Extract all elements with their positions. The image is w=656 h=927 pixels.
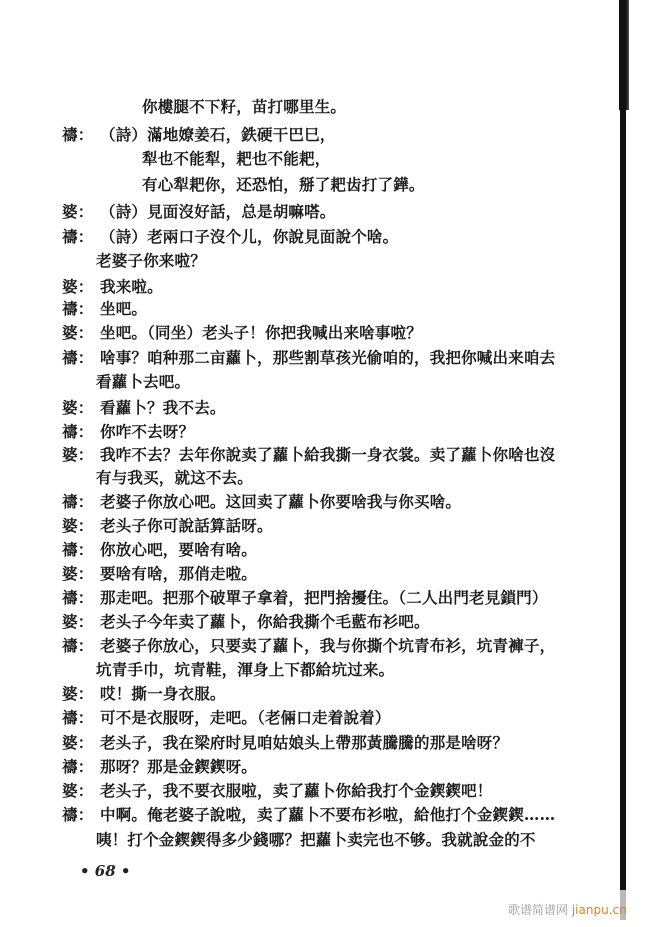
speaker-label: 禱：: [62, 492, 94, 511]
script-line: [62, 299, 147, 319]
speaker-label: 婆：: [62, 516, 94, 535]
speaker-label: 禱：: [62, 757, 94, 776]
watermark-url: jianpu.cn: [571, 903, 627, 917]
dialogue-text: 看蘿卜去吧。: [96, 372, 191, 391]
dialogue-text: 你放心吧，要啥有啥。: [100, 540, 258, 559]
book-spine-edge: [620, 0, 626, 900]
script-line: [62, 202, 336, 222]
dialogue-text: 你樓腿不下籽，苗打哪里生。: [142, 97, 347, 116]
speaker-label: 禱：: [62, 588, 94, 607]
script-line: [96, 251, 206, 271]
dialogue-text: 可不是衣服呀，走吧。（老倆口走着說着）: [100, 708, 391, 727]
dialogue-text: 坑青手巾，坑青鞋，渾身上下都給坑过来。: [96, 660, 395, 679]
speaker-label: 禱：: [62, 227, 94, 246]
speaker-label: 禱：: [62, 540, 94, 559]
script-line: [96, 830, 536, 850]
dialogue-text: 老婆子你来啦？: [96, 251, 206, 270]
watermark-site-name: 歌谱简谱网: [508, 903, 569, 917]
watermark: [508, 901, 627, 918]
script-line: [62, 636, 555, 656]
dialogue-text: 老头子，我在梁府时見咱姑娘头上帶那黃騰騰的那是啥呀？: [100, 733, 509, 752]
script-line: [62, 348, 555, 368]
dialogue-text: （詩）見面沒好話，总是胡嘛嗒。: [100, 202, 336, 221]
dialogue-text: 我咋不去？去年你說卖了蘿卜給我撕一身衣裳。卖了蘿卜你啥也沒: [100, 445, 556, 464]
speaker-label: 禱：: [62, 805, 94, 824]
dialogue-text: 老头子你可說話算話呀。: [100, 516, 273, 535]
script-line: [142, 175, 425, 195]
dialogue-text: 有心犁耙你，还恐怕，掰了耙齿打了鏵。: [142, 175, 425, 194]
dialogue-text: 你咋不去呀？: [100, 422, 195, 441]
dialogue-text: 坐吧。: [100, 299, 148, 318]
script-line: [62, 398, 226, 418]
dialogue-text: （詩）滿地嫽姜石，鉄硬干巴巳，: [100, 125, 336, 144]
speaker-label: 禱：: [62, 299, 94, 318]
script-line: [62, 612, 430, 632]
dialogue-text: 犁也不能犁，耙也不能耙，: [142, 149, 331, 168]
dialogue-text: 老婆子你放心，只要卖了蘿卜，我与你撕个坑青布衫，坑青褲子，: [100, 636, 556, 655]
speaker-label: 婆：: [62, 684, 94, 703]
dialogue-text: 那呀？那是金鍥鍥呀。: [100, 757, 258, 776]
speaker-label: 婆：: [62, 323, 94, 342]
speaker-label: 婆：: [62, 277, 94, 296]
script-line: [62, 588, 548, 608]
dialogue-text: 哎！撕一身衣服。: [100, 684, 226, 703]
speaker-label: 婆：: [62, 612, 94, 631]
speaker-label: 禱：: [62, 422, 94, 441]
dialogue-text: （詩）老兩口子沒个儿，你說見面說个啥。: [100, 227, 399, 246]
speaker-label: 婆：: [62, 445, 94, 464]
dialogue-text: 中啊。俺老婆子說啦，卖了蘿卜不要布衫啦，給他打个金鍥鍥……: [100, 805, 556, 824]
dialogue-text: 看蘿卜？我不去。: [100, 398, 226, 417]
script-line: [142, 149, 330, 169]
script-line: [62, 445, 555, 465]
dialogue-text: 咦！打个金鍥鍥得多少錢哪？把蘿卜卖完也不够。我就說金的不: [96, 830, 536, 849]
script-line: [62, 125, 336, 145]
script-line: [62, 227, 398, 247]
speaker-label: 婆：: [62, 733, 94, 752]
speaker-label: 婆：: [62, 781, 94, 800]
script-line: [62, 540, 257, 560]
speaker-label: 婆：: [62, 202, 94, 221]
script-line: [62, 708, 391, 728]
page-number: • 68 •: [80, 862, 131, 880]
script-line: [62, 805, 555, 825]
script-line: [62, 564, 257, 584]
script-line: [62, 516, 273, 536]
speaker-label: 禱：: [62, 636, 94, 655]
script-line: [96, 468, 253, 488]
script-line: [96, 660, 394, 680]
dialogue-text: 啥事？咱种那二亩蘿卜，那些割草孩光偷咱的，我把你喊出来咱去: [100, 348, 556, 367]
script-line: [62, 277, 163, 297]
script-line: [142, 97, 346, 117]
dialogue-text: 要啥有啥，那俏走啦。: [100, 564, 258, 583]
script-line: [62, 684, 226, 704]
script-line: [62, 757, 257, 777]
script-line: [62, 733, 508, 753]
script-line: [96, 372, 190, 392]
dialogue-text: 那走吧。把那个破單子拿着，把門捨擾住。（二人出門老見鎖門）: [100, 588, 548, 607]
dialogue-text: 老头子，我不要衣服啦，卖了蘿卜你給我打个金鍥鍥吧！: [100, 781, 493, 800]
speaker-label: 禱：: [62, 348, 94, 367]
speaker-label: 婆：: [62, 564, 94, 583]
dialogue-text: 老头子今年卖了蘿卜，你給我撕个毛藍布衫吧。: [100, 612, 430, 631]
speaker-label: 禱：: [62, 125, 94, 144]
dialogue-text: 老婆子你放心吧。这回卖了蘿卜你要啥我与你买啥。: [100, 492, 462, 511]
speaker-label: 婆：: [62, 398, 94, 417]
speaker-label: 禱：: [62, 708, 94, 727]
script-line: [62, 492, 461, 512]
dialogue-text: 我来啦。: [100, 277, 163, 296]
script-line: [62, 422, 194, 442]
dialogue-text: 坐吧。（同坐）老头子！你把我喊出来啥事啦？: [100, 323, 422, 342]
dialogue-text: 有与我买，就这不去。: [96, 468, 254, 487]
script-line: [62, 323, 422, 343]
script-line: [62, 781, 493, 801]
